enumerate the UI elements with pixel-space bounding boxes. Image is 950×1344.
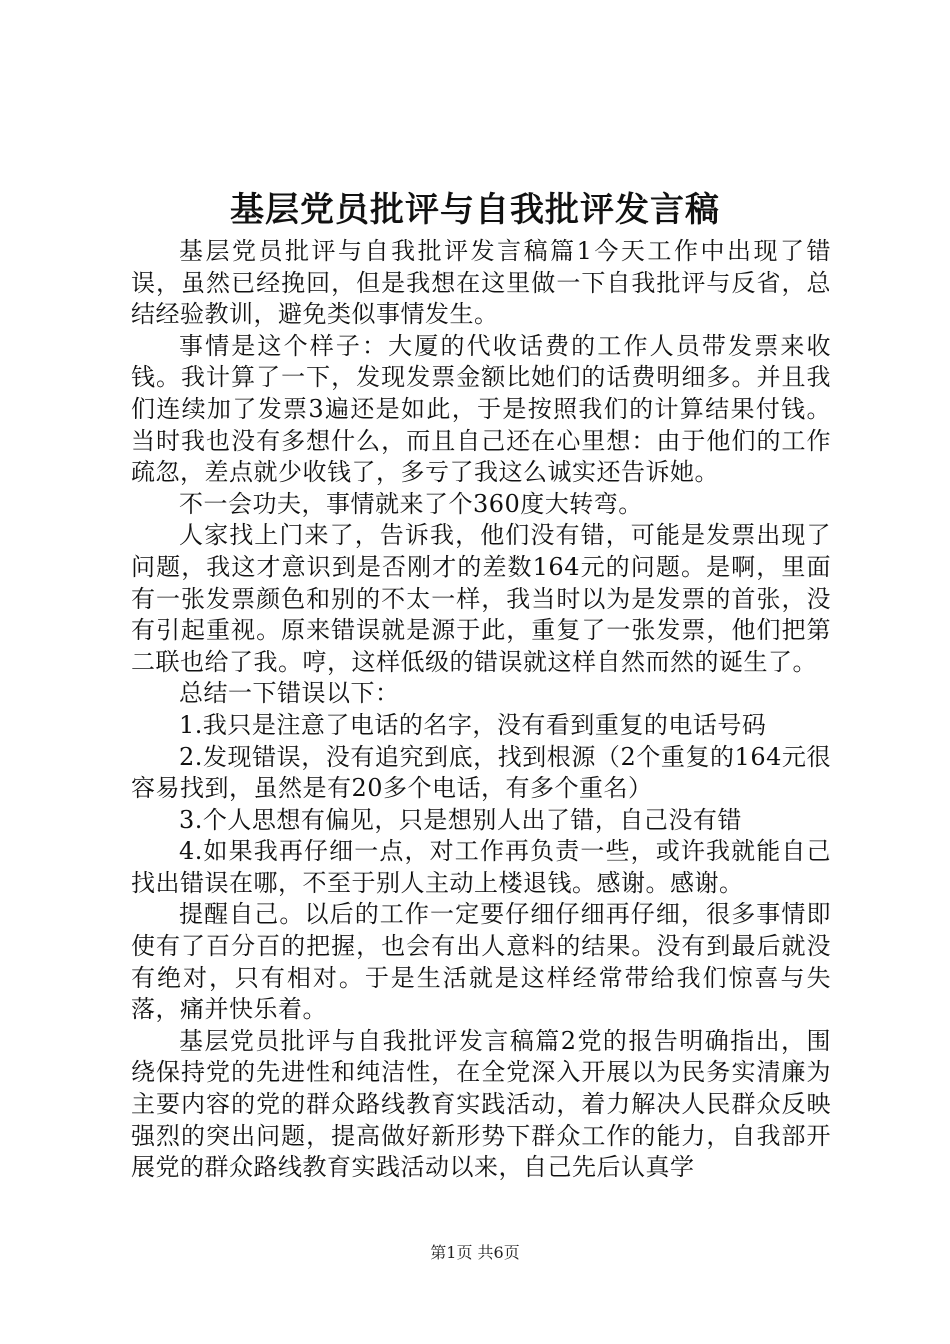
- list-item: 4.如果我再仔细一点，对工作再负责一些，或许我就能自己找出错误在哪，不至于别人主动上楼退钱。感谢。感谢。: [131, 837, 831, 897]
- list-item: 3.个人思想有偏见，只是想别人出了错，自己没有错: [179, 805, 742, 834]
- list-item: 2.发现错误，没有追究到底，找到根源（2个重复的164元很容易找到，虽然是有20多个电话，有多个重名）: [131, 742, 831, 803]
- paragraph: 基层党员批评与自我批评发言稿篇1今天工作中出现了错误，虽然已经挽回，但是我想在这里做一下自我批评与反省，总结经验教训，避免类似事情发生。: [131, 237, 831, 329]
- page-number-footer: 第1页 共6页: [430, 1243, 520, 1262]
- paragraph: 不一会功夫，事情就来了个360度大转弯。: [179, 489, 643, 518]
- document-body: [131, 236, 831, 1184]
- paragraph: 基层党员批评与自我批评发言稿篇2党的报告明确指出，围绕保持党的先进性和纯洁性，在全党深入开展以为民务实清廉为主要内容的党的群众路线教育实践活动，着力解决人民群众反映强烈的突出问题，提高做好新形势下群众工作的能力，自我部开展党的群众路线教育实践活动以来，自己先后认真学: [131, 1026, 831, 1182]
- paragraph: 总结一下错误以下：: [179, 679, 400, 708]
- paragraph: 提醒自己。以后的工作一定要仔细仔细再仔细，很多事情即使有了百分百的把握，也会有出人意料的结果。没有到最后就没有绝对，只有相对。于是生活就是这样经常带给我们惊喜与失落，痛并快乐着。: [131, 900, 831, 1024]
- list-item: 1.我只是注意了电话的名字，没有看到重复的电话号码: [179, 710, 767, 739]
- document-title: 基层党员批评与自我批评发言稿: [230, 190, 720, 230]
- paragraph: 事情是这个样子：大厦的代收话费的工作人员带发票来收钱。我计算了一下，发现发票金额比她们的话费明细多。并且我们连续加了发票3遍还是如此，于是按照我们的计算结果付钱。当时我也没有多想什么，而且自己还在心里想：由于他们的工作疏忽，差点就少收钱了，多亏了我这么诚实还告诉她。: [131, 331, 831, 487]
- paragraph: 人家找上门来了，告诉我，他们没有错，可能是发票出现了问题，我这才意识到是否刚才的差数164元的问题。是啊，里面有一张发票颜色和别的不太一样，我当时以为是发票的首张，没有引起重视。原来错误就是源于此，重复了一张发票，他们把第二联也给了我。哼，这样低级的错误就这样自然而然的诞生了。: [131, 521, 831, 676]
